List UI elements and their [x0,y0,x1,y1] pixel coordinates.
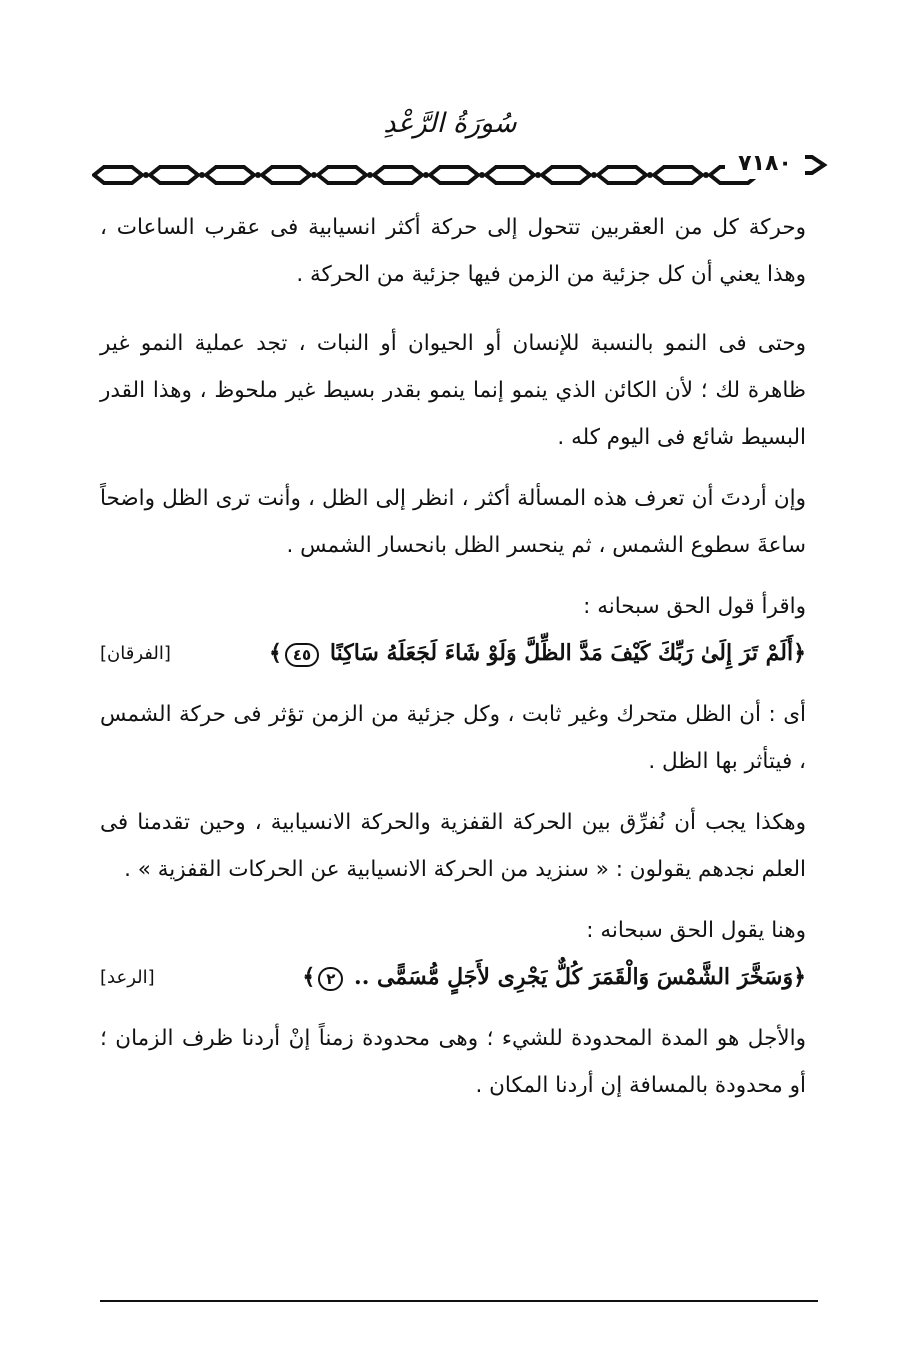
verse-text: ﴿أَلَمْ تَرَ إِلَىٰ رَبِّكَ كَيْفَ مَدَّ الظِّلَّ وَلَوْ شَاءَ لَجَعَلَهُ سَاكِنًا ٤٥﴾ [269,640,806,666]
body-text [100,204,806,1109]
footer-rule [100,1300,818,1302]
paragraph: واقرأ قول الحق سبحانه : [583,594,806,619]
paragraph: وحتى فى النمو بالنسبة للإنسان أو الحيوان أو النبات ، تجد عملية النمو غير ظاهرة لك ؛ لأن الكائن الذي ينمو إنما ينمو بقدر بسيط غير ملحوظ ، وهذا القدر البسيط شائع فى اليوم كله . [100,331,806,450]
paragraph: وهكذا يجب أن نُفرِّق بين الحركة القفزية والحركة الانسيابية ، وحين تقدمنا فى العلم نجدهم يقولون : « سنزيد من الحركة الانسيابية عن الحركات القفزية » . [100,810,806,882]
paragraph: وإن أردتَ أن تعرف هذه المسألة أكثر ، انظر إلى الظل ، وأنت ترى الظل واضحاً ساعةَ سطوع الشمس ، ثم ينحسر الظل بانحسار الشمس . [100,486,806,558]
verse-number: ٢ [318,967,343,991]
paragraph: والأجل هو المدة المحدودة للشيء ؛ وهى محدودة زمناً إنْ أردنا ظرف الزمان ؛ أو محدودة بالمسافة إن أردنا المكان . [100,1026,806,1098]
paragraph: وهنا يقول الحق سبحانه : [586,918,806,943]
ornamental-header-rule [92,152,832,192]
quran-verse-furqan [100,630,806,677]
paragraph: أى : أن الظل متحرك وغير ثابت ، وكل جزئية من الزمن تؤثر فى حركة الشمس ، فيتأثر بها الظل . [100,702,806,774]
verse-number: ٤٥ [285,643,319,667]
quran-verse-raad [100,954,806,1001]
paragraph: وحركة كل من العقربين تتحول إلى حركة أكثر انسيابية فى عقرب الساعات ، وهذا يعني أن كل جزئية من الزمن فيها جزئية من الحركة . [100,215,806,287]
page-number: ٧١٨٠ [725,149,805,179]
verse-text: ﴿وَسَخَّرَ الشَّمْسَ وَالْقَمَرَ كُلٌّ يَجْرِى لأَجَلٍ مُّسَمًّى .. ٢﴾ [302,964,806,990]
surah-title: سُورَةُ الرَّعْدِ [383,108,517,139]
surah-reference: [الفرقان] [100,643,171,664]
surah-reference: [الرعد] [100,967,155,988]
